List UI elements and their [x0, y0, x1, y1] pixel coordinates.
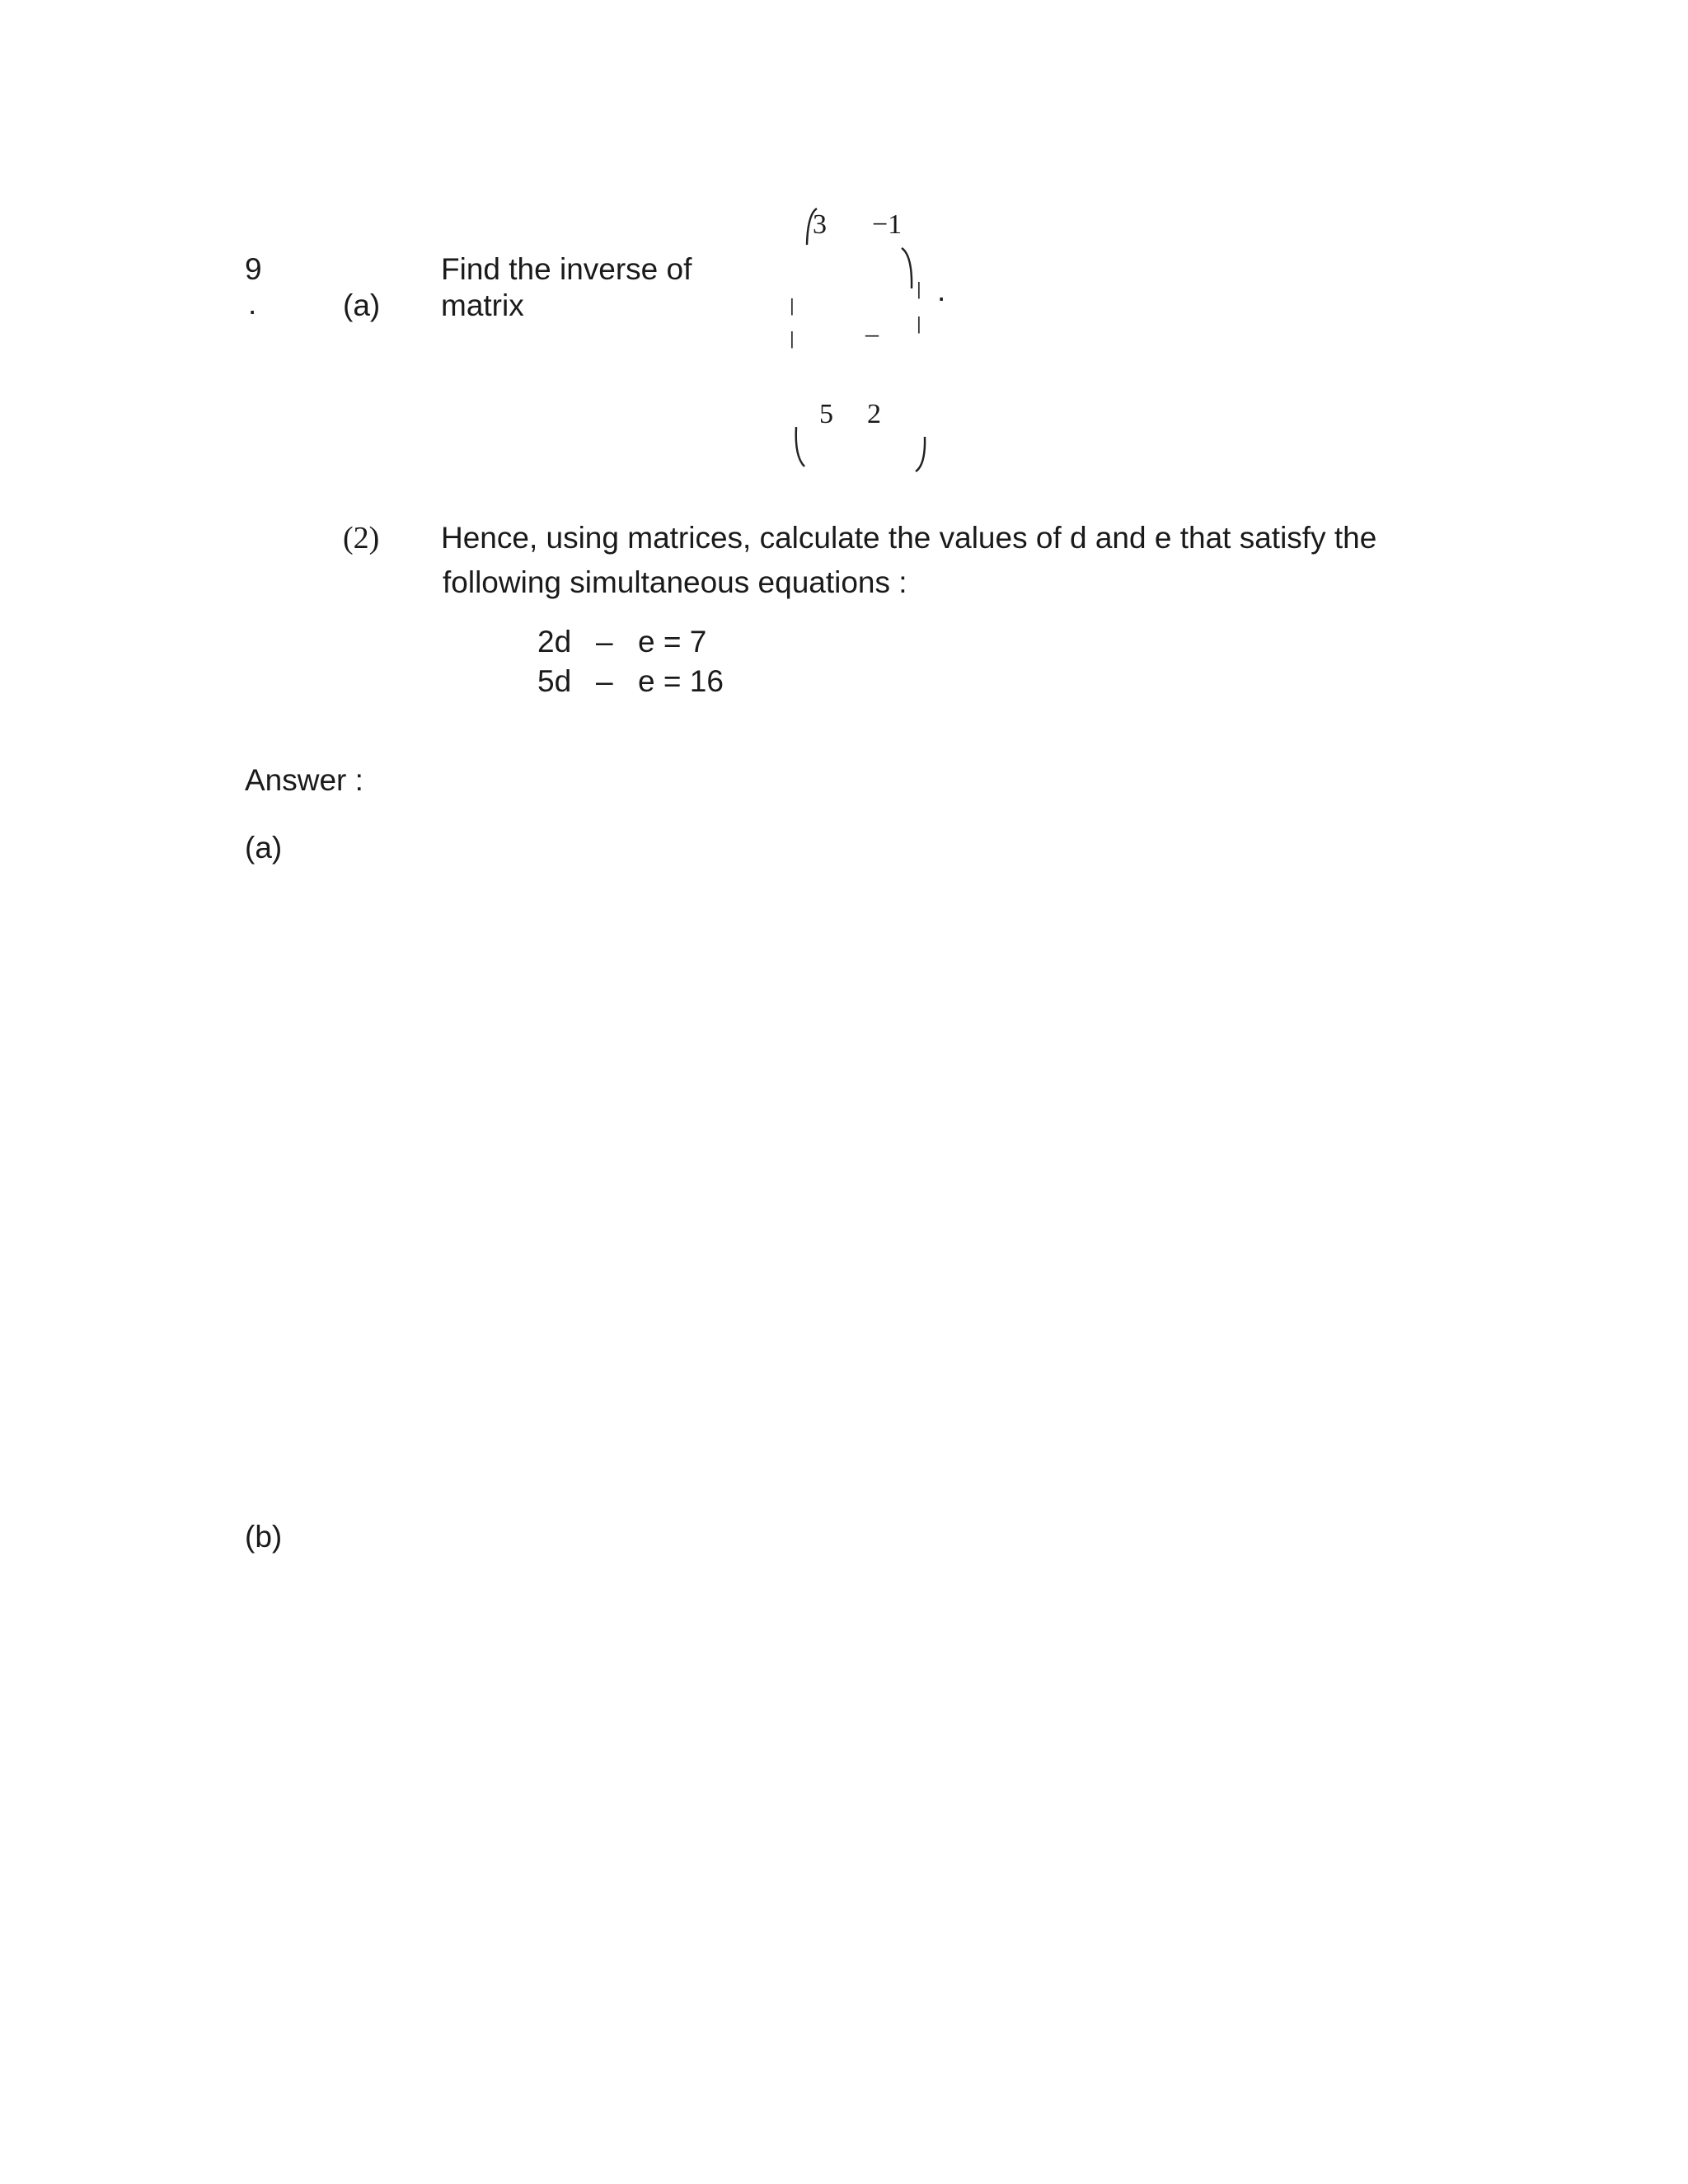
part-a-text-line2: matrix [441, 288, 524, 322]
matrix-left-tick-1: | [790, 295, 795, 316]
matrix-trailing-dot: . [937, 274, 946, 307]
question-number-dot: . [248, 287, 257, 321]
equation-2-rhs: e = 16 [638, 664, 724, 698]
matrix-right-tick-1: | [917, 279, 921, 299]
matrix-middle-dash: – [865, 318, 879, 348]
matrix-cell-r2c1: 5 [819, 399, 833, 429]
part-a-label: (a) [343, 288, 381, 322]
matrix-cell-r2c2: 2 [867, 399, 881, 429]
answer-part-a-label: (a) [245, 831, 283, 865]
answer-heading: Answer : [245, 763, 363, 797]
equation-2-lhs: 5d [537, 664, 572, 698]
matrix-cell-r1c2: −1 [872, 209, 903, 240]
part-b-label: (2) [343, 521, 380, 555]
matrix-left-tick-2: | [790, 328, 795, 349]
question-number: 9 [245, 252, 262, 286]
matrix-left-paren-bottom [791, 424, 808, 470]
equation-1-rhs: e = 7 [638, 625, 707, 658]
matrix-right-tick-2: | [917, 313, 921, 334]
equation-1-op: – [596, 625, 613, 658]
matrix-right-paren-bottom [913, 434, 930, 475]
answer-part-b-label: (b) [245, 1520, 283, 1554]
equation-2-op: – [596, 664, 613, 698]
equation-1-lhs: 2d [537, 625, 572, 658]
matrix-right-paren-top [898, 246, 918, 292]
part-b-text-line2: following simultaneous equations : [443, 565, 907, 599]
part-a-text-line1: Find the inverse of [441, 252, 692, 286]
matrix-cell-r1c1: 3 [813, 209, 827, 240]
part-b-text-line1: Hence, using matrices, calculate the values of d and e that satisfy the [441, 521, 1377, 555]
